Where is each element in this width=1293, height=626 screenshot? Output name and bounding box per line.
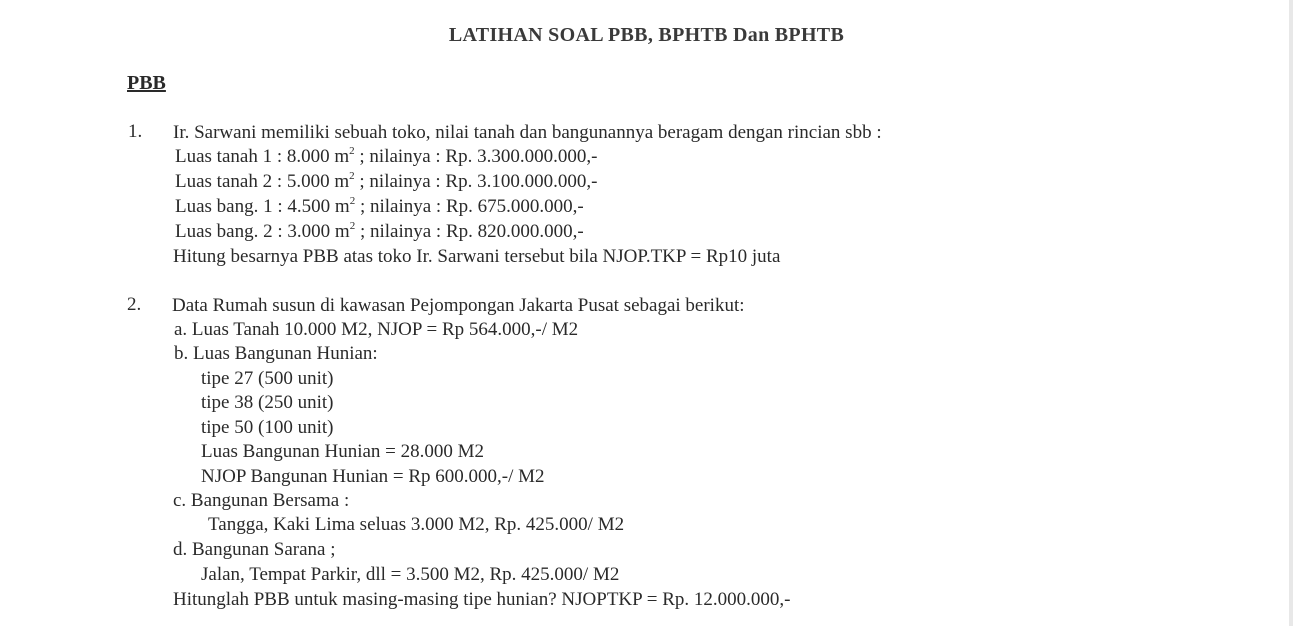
problem-intro: Data Rumah susun di kawasan Pejompongan Jakarta Pusat sebagai berikut: bbox=[172, 295, 745, 316]
superscript: 2 bbox=[349, 170, 355, 182]
problem-intro: Ir. Sarwani memiliki sebuah toko, nilai tanah dan bangunannya beragam dengan rincian sbb : bbox=[173, 122, 882, 143]
superscript: 2 bbox=[349, 220, 356, 232]
superscript: 2 bbox=[349, 145, 355, 157]
item-value: ; nilainya : Rp. 3.100.000.000,- bbox=[354, 171, 598, 192]
problem-item bbox=[175, 145, 597, 169]
item-value: ; nilainya : Rp. 3.300.000.000,- bbox=[354, 146, 598, 167]
sub-item-a: a. Luas Tanah 10.000 M2, NJOP = Rp 564.000,-/ M2 bbox=[174, 319, 579, 340]
problem-number: 2. bbox=[127, 294, 142, 315]
problem-item bbox=[175, 170, 597, 194]
page-edge bbox=[1289, 0, 1293, 626]
sub-item-b-label: b. Luas Bangunan Hunian: bbox=[174, 343, 378, 364]
item-value: ; nilainya : Rp. 820.000.000,- bbox=[355, 221, 584, 242]
superscript: 2 bbox=[349, 195, 356, 207]
problem-question: Hitunglah PBB untuk masing-masing tipe hunian? NJOPTKP = Rp. 12.000.000,- bbox=[173, 589, 791, 610]
sub-item-b-line: tipe 50 (100 unit) bbox=[201, 417, 334, 438]
problem-item bbox=[175, 220, 584, 244]
item-value: ; nilainya : Rp. 675.000.000,- bbox=[355, 196, 584, 217]
sub-item-c-label: c. Bangunan Bersama : bbox=[173, 490, 350, 511]
item-text: Luas tanah 1 : 8.000 m bbox=[175, 146, 350, 167]
item-text: Luas bang. 2 : 3.000 m bbox=[175, 221, 350, 242]
problem-number: 1. bbox=[128, 121, 143, 142]
problem-question: Hitung besarnya PBB atas toko Ir. Sarwani tersebut bila NJOP.TKP = Rp10 juta bbox=[173, 246, 781, 267]
sub-item-b-line: Luas Bangunan Hunian = 28.000 M2 bbox=[201, 441, 485, 462]
sub-item-b-line: tipe 27 (500 unit) bbox=[201, 368, 334, 389]
problem-item bbox=[175, 195, 584, 219]
section-heading: PBB bbox=[127, 72, 166, 94]
item-text: Luas bang. 1 : 4.500 m bbox=[175, 196, 350, 217]
item-text: Luas tanah 2 : 5.000 m bbox=[175, 171, 350, 192]
sub-item-d-label: d. Bangunan Sarana ; bbox=[173, 539, 336, 560]
sub-item-d-line: Jalan, Tempat Parkir, dll = 3.500 M2, Rp. 425.000/ M2 bbox=[201, 564, 620, 585]
sub-item-b-line: NJOP Bangunan Hunian = Rp 600.000,-/ M2 bbox=[201, 466, 545, 487]
document-title: LATIHAN SOAL PBB, BPHTB Dan BPHTB bbox=[448, 24, 845, 46]
sub-item-b-line: tipe 38 (250 unit) bbox=[201, 392, 334, 413]
sub-item-c-line: Tangga, Kaki Lima seluas 3.000 M2, Rp. 425.000/ M2 bbox=[208, 514, 625, 535]
